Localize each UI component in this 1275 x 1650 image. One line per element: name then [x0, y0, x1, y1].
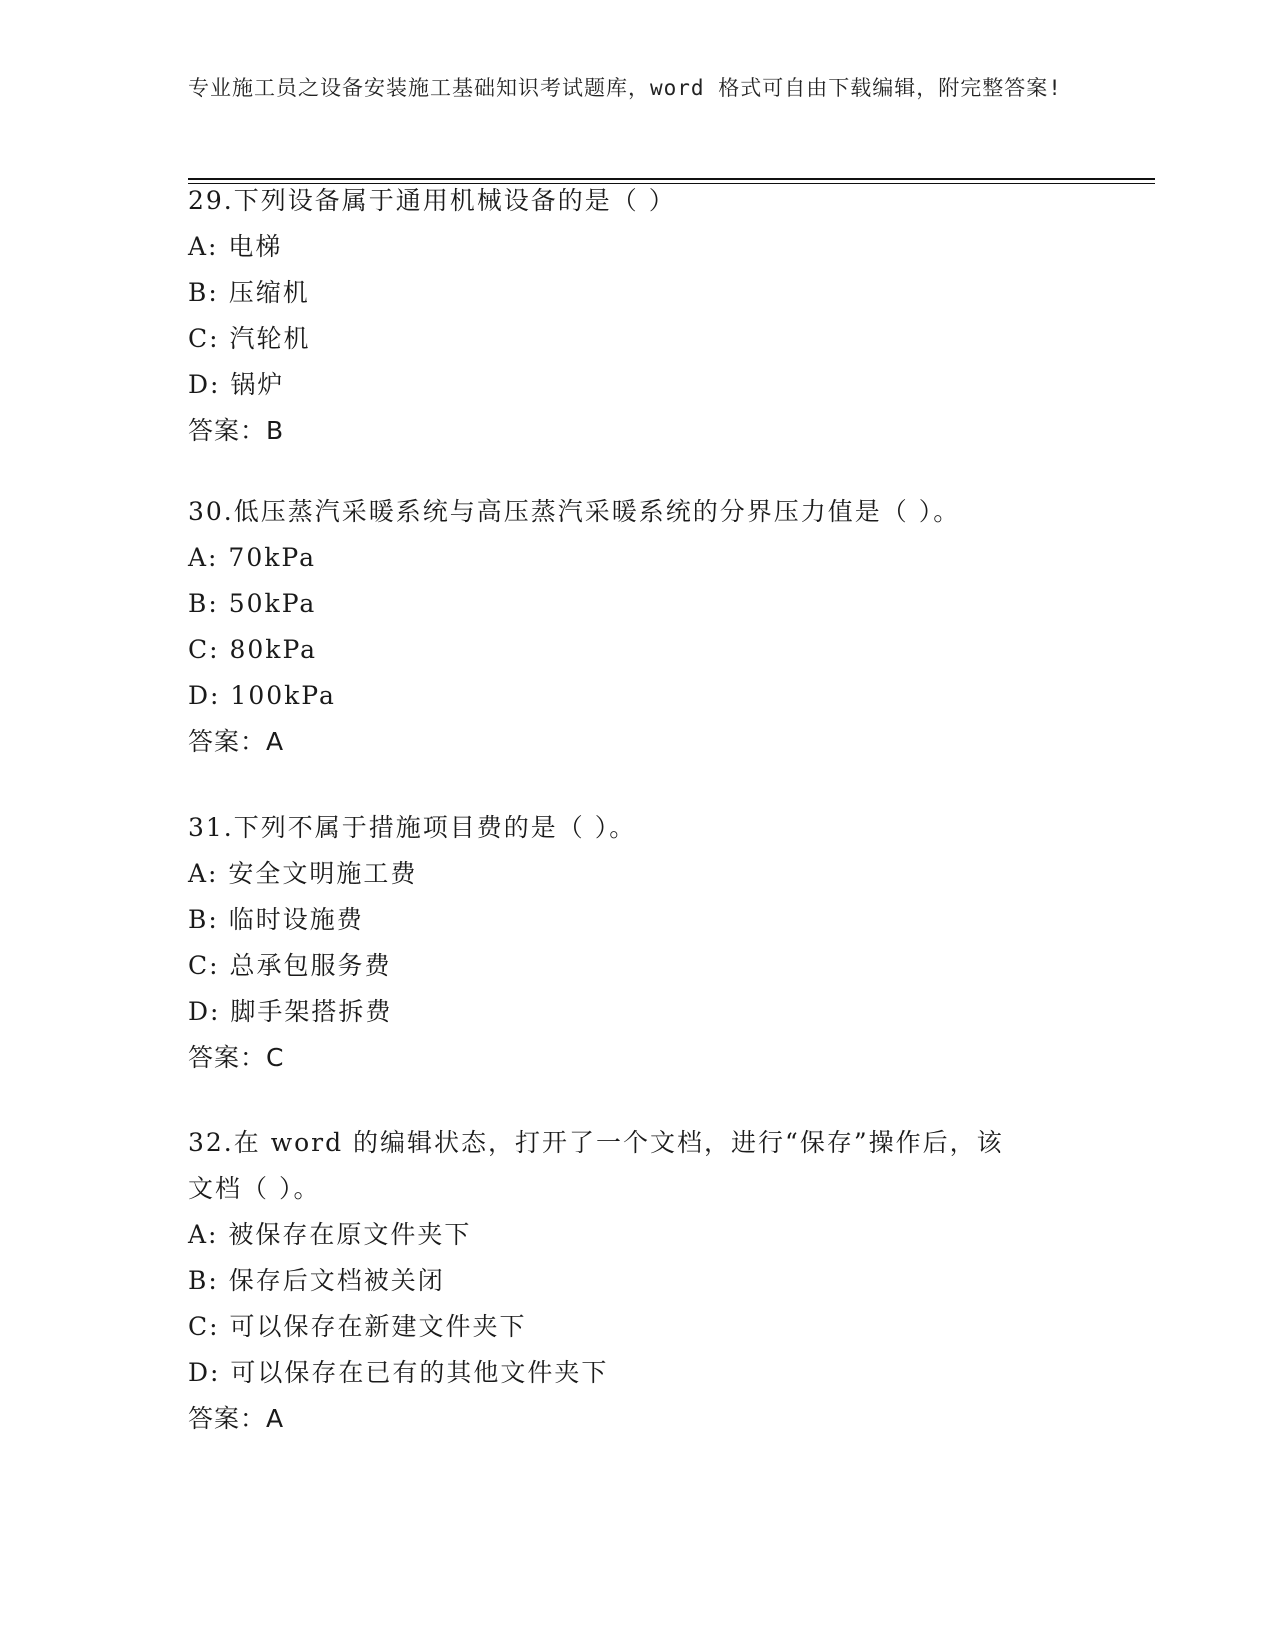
option-a: A: 电梯	[188, 232, 283, 261]
option-d: D: 锅炉	[188, 370, 285, 399]
option-c: C: 总承包服务费	[188, 951, 392, 980]
question-29	[188, 178, 1088, 454]
question-title: 29.下列设备属于通用机械设备的是（ ）	[188, 186, 676, 215]
question-title: 30.低压蒸汽采暖系统与高压蒸汽采暖系统的分界压力值是（ ）。	[188, 497, 961, 526]
option-d: D: 脚手架搭拆费	[188, 997, 393, 1026]
option-a: A: 70kPa	[188, 543, 316, 572]
question-title-line2: 文档（ ）。	[188, 1174, 321, 1203]
option-b: B: 50kPa	[188, 589, 317, 618]
answer: 答案：A	[188, 1404, 285, 1433]
answer: 答案：B	[188, 416, 285, 445]
header-text: 专业施工员之设备安装施工基础知识考试题库，word 格式可自由下载编辑，附完整答案!	[188, 76, 1062, 100]
option-b: B: 保存后文档被关闭	[188, 1266, 445, 1295]
question-title-line1: 32.在 word 的编辑状态，打开了一个文档，进行“保存”操作后，该	[188, 1128, 1004, 1157]
option-a: A: 被保存在原文件夹下	[188, 1220, 472, 1249]
option-b: B: 临时设施费	[188, 905, 364, 934]
answer: 答案：A	[188, 727, 285, 756]
option-c: C: 80kPa	[188, 635, 318, 664]
option-a: A: 安全文明施工费	[188, 859, 418, 888]
document-header	[188, 72, 1068, 104]
option-c: C: 可以保存在新建文件夹下	[188, 1312, 527, 1341]
question-31	[188, 805, 1088, 1081]
answer: 答案：C	[188, 1043, 285, 1072]
question-30	[188, 489, 1088, 765]
option-c: C: 汽轮机	[188, 324, 311, 353]
question-title: 31.下列不属于措施项目费的是（ ）。	[188, 813, 637, 842]
question-32	[188, 1120, 1088, 1442]
option-d: D: 可以保存在已有的其他文件夹下	[188, 1358, 609, 1387]
option-d: D: 100kPa	[188, 681, 336, 710]
option-b: B: 压缩机	[188, 278, 310, 307]
